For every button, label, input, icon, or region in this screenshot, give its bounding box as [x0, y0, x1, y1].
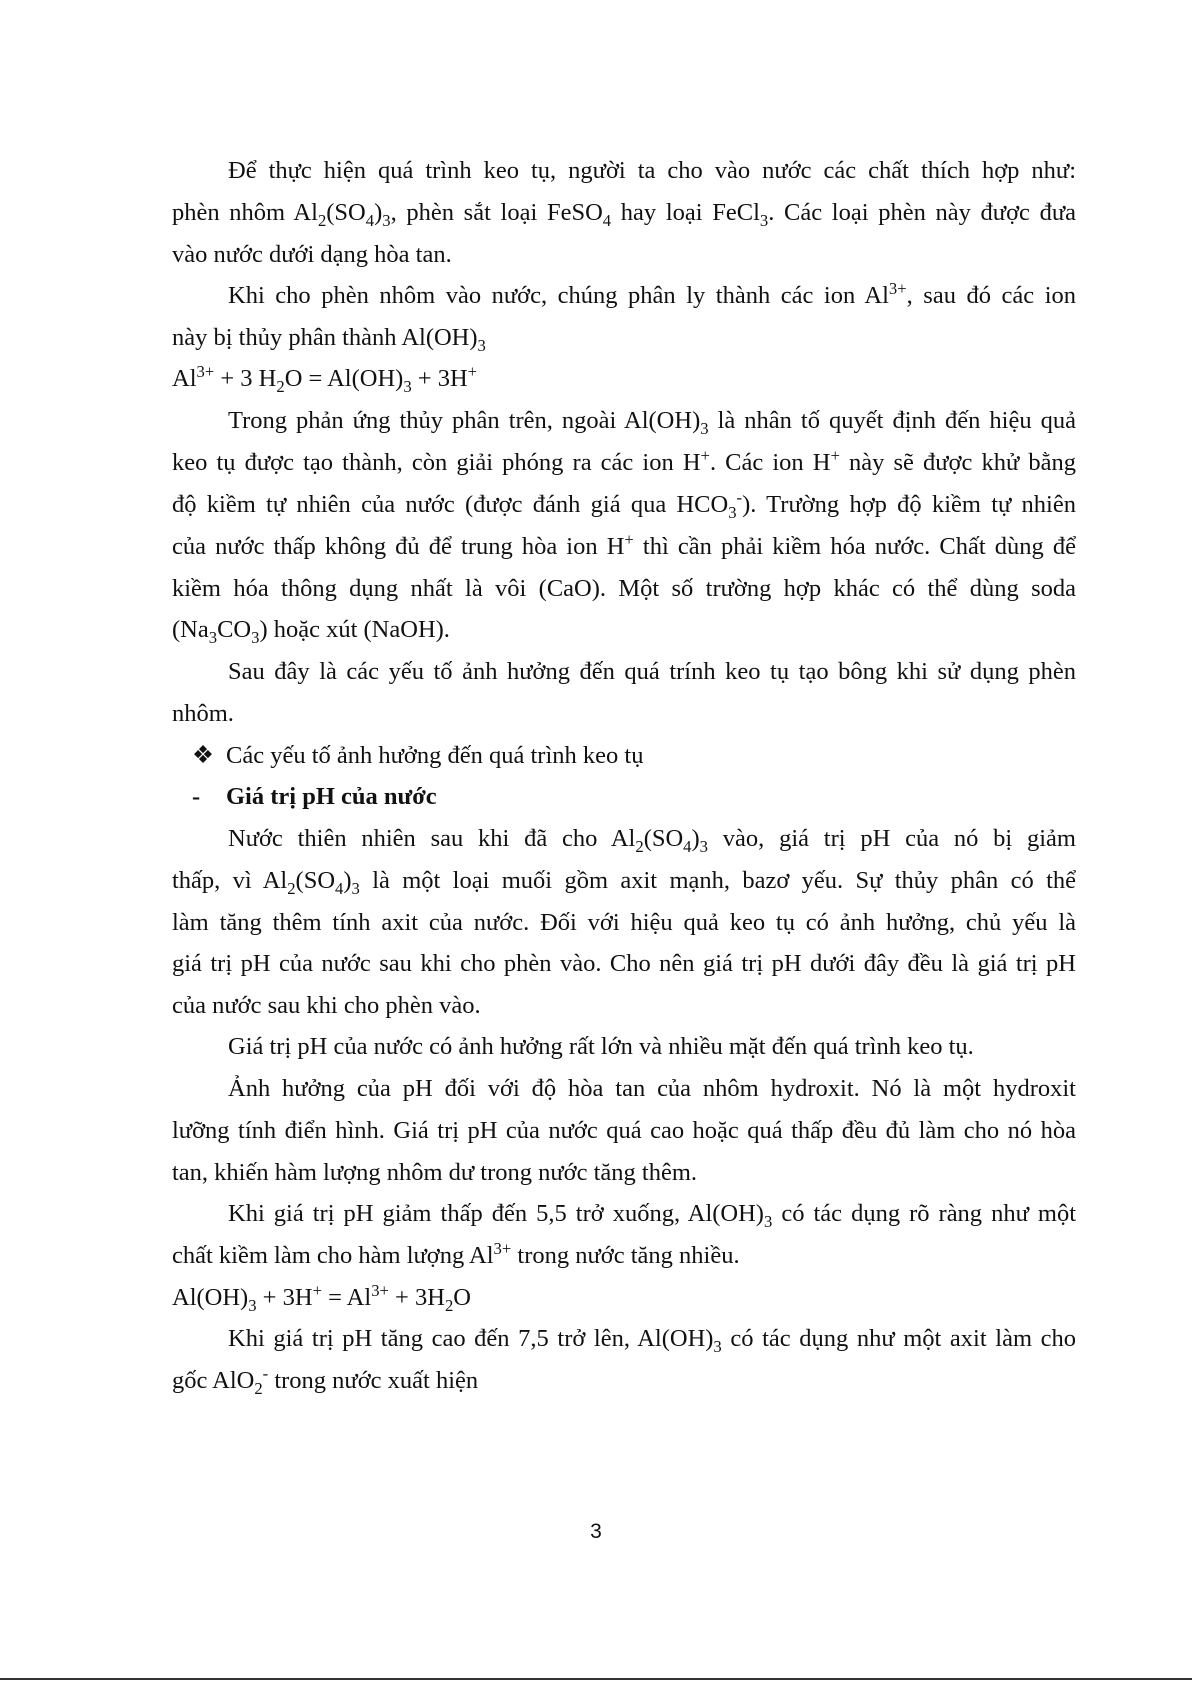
paragraph-5-line-4: giá trị pH của nước sau khi cho phèn vào. Cho nên giá trị pH dưới đây đều là giá trị pH — [172, 950, 1076, 977]
paragraph-1-line-3: vào nước dưới dạng hòa tan. — [172, 241, 452, 268]
paragraph-7-line-1: Ảnh hưởng của pH đối với độ hòa tan của nhôm hydroxit. Nó là một hydroxit — [228, 1075, 1076, 1102]
page-number: 3 — [590, 1520, 602, 1543]
paragraph-5-line-5: của nước sau khi cho phèn vào. — [172, 992, 481, 1019]
bottom-divider — [0, 1678, 1192, 1680]
paragraph-5-line-3: làm tăng thêm tính axit của nước. Đối với hiệu quả keo tụ có ảnh hưởng, chủ yếu là — [172, 909, 1076, 936]
paragraph-2-line-1: Khi cho phèn nhôm vào nước, chúng phân ly thành các ion $Al^{3+}$, sau đó các ion — [228, 278, 1076, 309]
paragraph-2-line-2: này bị thủy phân thành $Al(OH)_3$ — [172, 324, 486, 355]
paragraph-4-line-2: nhôm. — [172, 700, 234, 727]
paragraph-1-line-1: Để thực hiện quá trình keo tụ, người ta cho vào nước các chất thích hợp như: — [228, 157, 1076, 184]
paragraph-4-line-1: Sau đây là các yếu tố ảnh hưởng đến quá trính keo tụ tạo bông khi sử dụng phèn — [228, 658, 1076, 685]
paragraph-3-line-3: độ kiềm tự nhiên của nước (được đánh giá qua $HCO_3^-$). Trường hợp độ kiềm tự nhiên — [172, 487, 1076, 522]
paragraph-9-line-1: Khi giá trị pH tăng cao đến 7,5 trở lên, $Al(OH)_3$ có tác dụng như một axit làm cho — [228, 1325, 1076, 1356]
section-heading — [192, 781, 1076, 813]
paragraph-5-line-1: Nước thiên nhiên sau khi đã cho $Al_2(SO_4)_3$ vào, giá trị pH của nó bị giảm — [228, 825, 1076, 856]
paragraph-3-line-5: kiềm hóa thông dụng nhất là vôi (CaO). Một số trường hợp khác có thể dùng soda — [172, 575, 1076, 602]
paragraph-9-line-2: gốc AlO$_2$- trong nước xuất hiện — [172, 1363, 479, 1398]
equation-2: $Al(OH)_3 + 3H^+ = Al^{3+} + 3H_2O$ — [172, 1280, 471, 1315]
paragraph-3-line-6: $(Na_3CO_3)$ hoặc xút (NaOH). — [172, 616, 450, 647]
paragraph-8-line-1: Khi giá trị pH giảm thấp đến 5,5 trở xuống, $Al(OH)_3$ có tác dụng rõ ràng như một — [228, 1200, 1077, 1231]
paragraph-7-line-3: tan, khiến hàm lượng nhôm dư trong nước tăng thêm. — [172, 1159, 698, 1186]
paragraph-1-line-2: phèn nhôm $Al_2(SO_4)_3$, phèn sắt loại FeSO$_4$ hay loại FeCl$_3$. Các loại phèn này được đưa — [172, 199, 1076, 230]
heading-dash: - — [192, 783, 201, 810]
paragraph-5-line-2: thấp, vì $Al_2(SO_4)_3$ là một loại muối gồm axit mạnh, bazơ yếu. Sự thủy phân có thể — [172, 867, 1076, 898]
paragraph-3-line-2: keo tụ được tạo thành, còn giải phóng ra các ion H+. Các ion H+ này sẽ được khử bằng — [172, 445, 1077, 476]
heading-text: Giá trị pH của nước — [226, 783, 437, 810]
equation-1: $Al^{3+} + 3$ $H_2O = Al(OH)_3 + 3H^+$ — [172, 361, 478, 396]
paragraph-6-line-1: Giá trị pH của nước có ảnh hưởng rất lớn và nhiều mặt đến quá trình keo tụ. — [228, 1033, 974, 1060]
bullet-text: Các yếu tố ảnh hưởng đến quá trình keo tụ — [226, 742, 644, 769]
paragraph-3-line-1: Trong phản ứng thủy phân trên, ngoài $Al(OH)_3$ là nhân tố quyết định đến hiệu quả — [228, 407, 1076, 438]
paragraph-7-line-2: lưỡng tính điển hình. Giá trị pH của nước quá cao hoặc quá thấp đều đủ làm cho nó hòa — [172, 1117, 1076, 1144]
bullet-item — [192, 740, 1076, 772]
paragraph-8-line-2: chất kiềm làm cho hàm lượng $Al^{3+}$ trong nước tăng nhiều. — [172, 1238, 740, 1269]
diamond-bullet-icon: ❖ — [192, 742, 214, 769]
paragraph-3-line-4: của nước thấp không đủ để trung hòa ion H+ thì cần phải kiềm hóa nước. Chất dùng để — [172, 529, 1076, 560]
